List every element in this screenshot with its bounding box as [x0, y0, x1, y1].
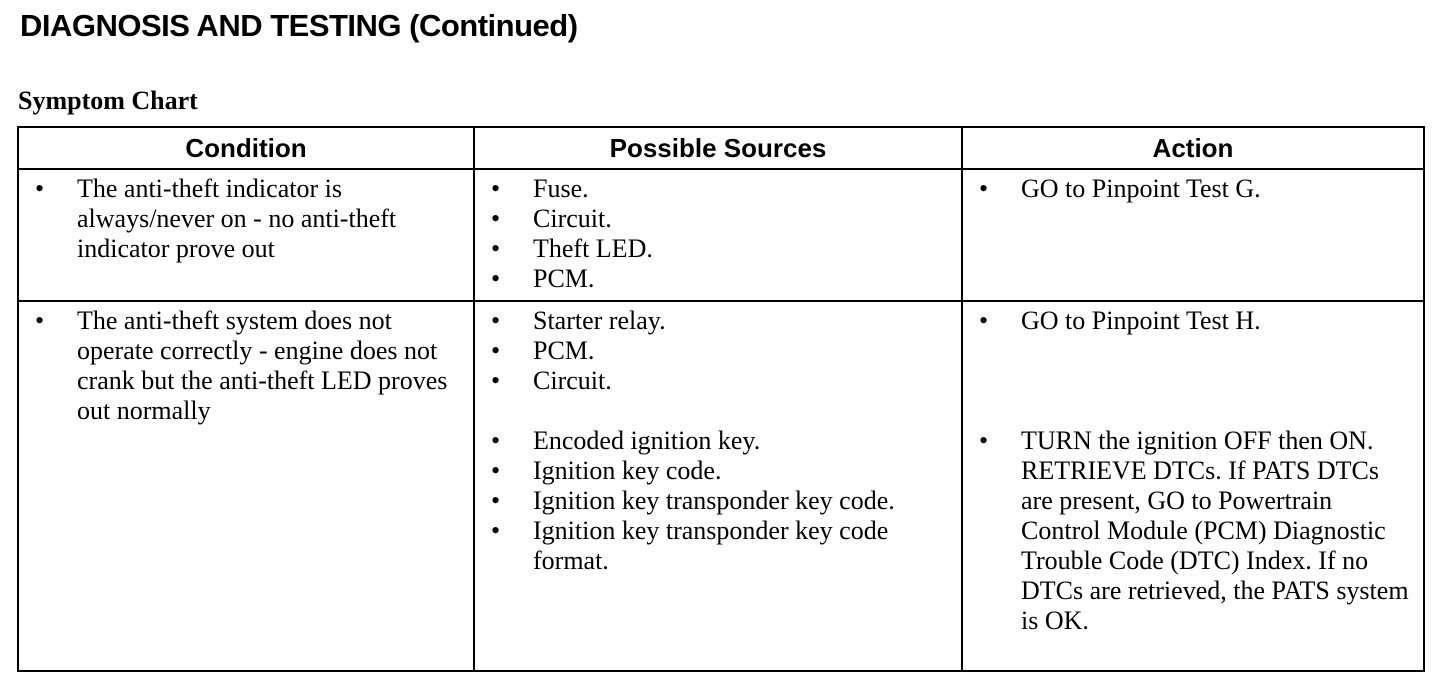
header-action: Action: [962, 127, 1424, 169]
group-spacer: [973, 336, 1415, 366]
source-item: • PCM.: [485, 264, 953, 294]
table-header-row: [18, 127, 1424, 169]
condition-text: • The anti-theft system does not operate correctly - engine does not crank but the anti-theft LED proves out normally: [29, 306, 465, 426]
table-row: [18, 169, 1424, 301]
symptom-chart-table: [17, 126, 1425, 672]
source-item: • Starter relay.: [485, 306, 953, 336]
header-possible-sources: Possible Sources: [474, 127, 962, 169]
sources-cell: [474, 301, 962, 671]
source-item: • Ignition key code.: [485, 456, 953, 486]
action-item: • GO to Pinpoint Test H.: [973, 306, 1415, 336]
action-item: • GO to Pinpoint Test G.: [973, 174, 1415, 204]
group-spacer: [485, 396, 953, 426]
action-cell: [962, 169, 1424, 301]
source-item: • Encoded ignition key.: [485, 426, 953, 456]
source-item: • Theft LED.: [485, 234, 953, 264]
source-item: • Ignition key transponder key code.: [485, 486, 953, 516]
source-item: • Circuit.: [485, 204, 953, 234]
source-item: • Circuit.: [485, 366, 953, 396]
action-item: • TURN the ignition OFF then ON. RETRIEVE DTCs. If PATS DTCs are present, GO to Powertrain Control Module (PCM) Diagnostic Trouble Code (DTC) Index. If no DTCs are retrieved, the PATS system is OK.: [973, 426, 1415, 636]
condition-cell: [18, 301, 474, 671]
group-spacer: [973, 396, 1415, 426]
source-item: • Fuse.: [485, 174, 953, 204]
table-row: [18, 301, 1424, 671]
header-condition: Condition: [18, 127, 474, 169]
source-item: • PCM.: [485, 336, 953, 366]
source-item: • Ignition key transponder key code format.: [485, 516, 953, 576]
section-title: Symptom Chart: [18, 86, 198, 115]
condition-cell: [18, 169, 474, 301]
page-title: DIAGNOSIS AND TESTING (Continued): [20, 8, 578, 43]
action-cell: [962, 301, 1424, 671]
sources-cell: [474, 169, 962, 301]
group-spacer: [973, 366, 1415, 396]
condition-text: • The anti-theft indicator is always/never on - no anti-theft indicator prove out: [29, 174, 465, 264]
